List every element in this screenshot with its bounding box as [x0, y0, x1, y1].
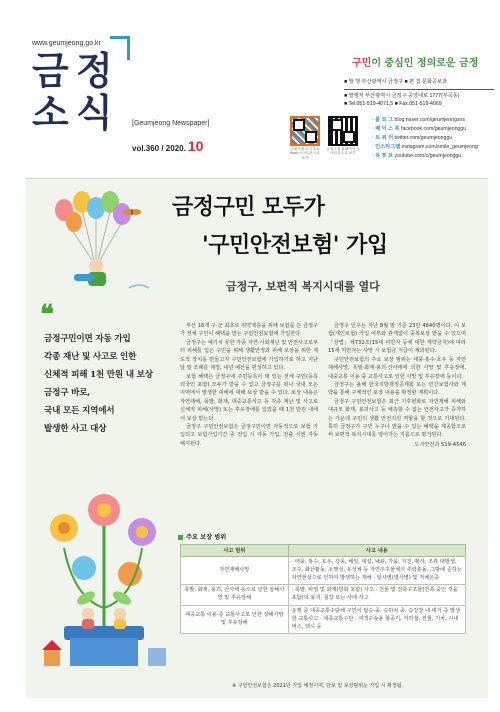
publisher-line: ■ 발 행 부산광역시 금정구 ■ 편 집 문화공보과: [344, 79, 447, 85]
table-cell-details: · 태풍, 홍수, 호우, 강풍, 해일, 대설, 낙뢰, 가뭄, 지진, 황사, 조류 대발생, 조수, 화산활동, 소행성, 유성체 등 자연우주물체의 추락충돌, 그밖에 준하는 자연현상으로 인하여 발생하는 재해 · 일사병(열사병) 및 저체온증: [288, 557, 465, 585]
paragraph: 금정구는 예기치 못한 각종 자연·사회재난 및 안전사고로부터 피해를 입은 구민을 위해 생활안정과 피해 보상을 위한 제도적 장치를 만들고자 구민안전보험에 가입하기로 하고 지난달 말 조례를 제정, 내년 예산을 편성하고 있다.: [180, 339, 318, 372]
slogan-highlight: 구민: [352, 58, 372, 69]
publisher-line: ■ 발행처 부산광역시 금정구 중앙대로 1777(부곡동): [344, 92, 460, 99]
publisher-info: [344, 78, 494, 109]
qr-code-icon: [290, 116, 320, 146]
column-header: 사고 범위: [181, 545, 289, 557]
qr-homepage[interactable]: [326, 116, 360, 156]
sns-facebook[interactable]: · 페 이 스 북 facebook.com/geumjeonggu: [372, 126, 467, 133]
paragraph: 부산 16개 구·군 최초로 취약계층을 위해 보험을 든 금정구가 전체 구민이 혜택을 받는 구민안전보험에 가입한다.: [180, 323, 318, 338]
table-row: [181, 585, 466, 606]
headline-line-2: '구민안전보험' 가입: [202, 233, 388, 258]
paragraph: 보험 혜택은 금정구에 주민등록이 돼 있는 전체 구민(등록외국인 포함) 모두가 받을 수 있고 금정구를 떠나 국내 모든 지역에서 발생한 피해에 대해 보상 받을 수 있다. 보상 내용은 자연재해, 폭발, 화재, 대중교통사고 등 각종 재난 및 사고로 신체적 피해(사망) 또는 후유장애를 입었을 때 1천 만원 내에서 보상 받는다.: [180, 373, 318, 422]
title-char: 정: [76, 49, 113, 93]
department-contact: 도시안전과 519-4546: [414, 441, 466, 448]
square-bullet-icon: [178, 535, 183, 540]
paragraph: 금정구는 올해 한국지방재정공제회 또는 민간보험사와 계약을 통해 구체적인 보장 내용을 확정할 계획이다.: [328, 381, 466, 397]
paragraph: 구민안전보험의 주요 보장 범위는 태풍·홍수·호우 등 자연재해사망, 폭발·화재·붕괴·산사태에 의한 사망 및 후유장애, 대중교통 이용 중 교통사고로 인한 사망 및 후유장애 등이다.: [328, 356, 466, 380]
title-char: 소: [32, 91, 69, 135]
slogan-text: 이 중심인 정의로운 금정: [371, 58, 479, 69]
headline-line-1: 금정구민 모두가: [172, 195, 325, 220]
table-row: [181, 605, 466, 633]
balloons-child-illustration: [34, 188, 164, 298]
sns-youtube[interactable]: · 유 튜 브 youtube.com/c/geumjeonggu: [372, 153, 462, 160]
issue-prefix: vol.360 / 2020.: [132, 144, 186, 153]
qr-caption: 금정구청 홈페이지 스마트폰으로 보기: [326, 147, 360, 156]
table-cell-category: 자연재해사망: [181, 557, 289, 585]
coverage-note: ※ 구민안전보험은 2021년 가입 예정이며, 단보 및 보상범위는 가입 시 확정됨.: [232, 683, 404, 689]
sns-twitter[interactable]: · 트 위 터 twitter.com/geumjeonggu: [372, 135, 453, 142]
paragraph: 금정구 구민안전보험은 금정구민이면 자동적으로 보험 가입되고 보험가입기간 중 전입 시 자동 가입, 전출 시엔 자동 해지된다.: [180, 424, 318, 447]
table-cell-category: 대중교통 이용 중 교통사고로 인한 상해사망 및 후유장해: [181, 605, 289, 633]
key-point: 각종 재난 및 사고로 인한: [44, 352, 137, 363]
issue-month: 10: [187, 138, 204, 154]
table-header-row: [181, 545, 466, 557]
title-char: 식: [76, 91, 113, 135]
table-cell-details: 운행 중 대중교통수단에 구민이 탑승 중, 승하차 중, 승강장 내 대기 중 발생한 교통사고 · 대중교통수단 : 여객수송용 항공기, 지하철, 전철, 기차, 시내버스, 택시 등: [288, 605, 465, 633]
issue-number: [132, 138, 203, 154]
key-point: 국내 모든 지역에서: [44, 406, 115, 417]
article-column-2: [328, 322, 466, 449]
subheadline: 금정구, 보편적 복지시대를 열다: [226, 280, 380, 293]
qr-code-icon: [328, 116, 358, 146]
divider: [344, 89, 494, 90]
quote-icon: ❝: [40, 300, 54, 330]
coverage-table: [180, 544, 466, 634]
newspaper-subtitle: [Geumjeong Newspaper]: [132, 120, 210, 127]
qr-ebook[interactable]: [288, 116, 322, 160]
publisher-line: ■ Tel.051-519-4071,5 ■ Fax.051-519-4069: [344, 101, 442, 108]
sns-instagram[interactable]: · 인스타그램 instagram.com/smile_geumjeong: [372, 144, 478, 151]
coverage-table-title: 주요 보장 범위: [178, 532, 226, 541]
key-point: 발생한 사고 대상: [44, 424, 107, 435]
article-column-1: [180, 322, 318, 448]
family-flower-pot-illustration: [34, 488, 174, 684]
masthead: [0, 0, 500, 160]
paragraph: 금정구 구민안전보험은 최근 기후변화로 자연재해 피해와 대규모 화재, 붕괴사고 등 예측할 수 없는 안전사고가 증가하는 가운데 구민의 생활 안전지원 역할을 할 것으로 기대된다. 특히 금정구가 구민 누구나 받을 수 있는 혜택을 제공함으로써 보편적 복지시대를 열어가는 지름으로 평가된다.: [328, 398, 466, 439]
key-point: 금정구 바로,: [44, 388, 91, 399]
table-cell-details: · 폭발, 파열 및 화재(방화 포함) 사고 · 건물 및 건축구조물(건축 중인 것을 포함)의 붕괴, 침강 또는 사태 사고: [288, 585, 465, 606]
newspaper-title: [32, 49, 122, 135]
key-point: 신체적 피해 1천 만원 내 보상: [44, 370, 153, 381]
qr-caption: 금정구청 소식지 e-book 스마트폰으로 보기: [290, 147, 320, 160]
key-points: [44, 330, 170, 438]
paragraph: 금정구 인구는 지난 8월 말 기준 23만 4640명이다. 이 보험(개인보험) 가입 여부와 관계없이 중복보상 받을 수 있으며 「상법」제732조(15세 미만자 등에 대한 계약금지)에 따라 15세 미만자는 사망 시 보험금 지급이 제외된다.: [328, 323, 466, 355]
table-cell-category: 폭발, 화재, 붕괴, 산사태 등으로 인한 상해사망 및 후유장해: [181, 585, 289, 606]
title-char: 금: [32, 49, 69, 93]
sns-blog[interactable]: · 블 로 그 blog.naver.com/geumjeongsns: [372, 117, 465, 123]
key-point: 금정구민이면 자동 가입: [44, 334, 131, 344]
slogan: [352, 54, 478, 69]
sns-links: [372, 116, 497, 161]
site-url[interactable]: www.geumjeong.go.kr: [32, 40, 101, 47]
table-row: [181, 557, 466, 585]
column-header: 사고 내용: [288, 545, 465, 557]
